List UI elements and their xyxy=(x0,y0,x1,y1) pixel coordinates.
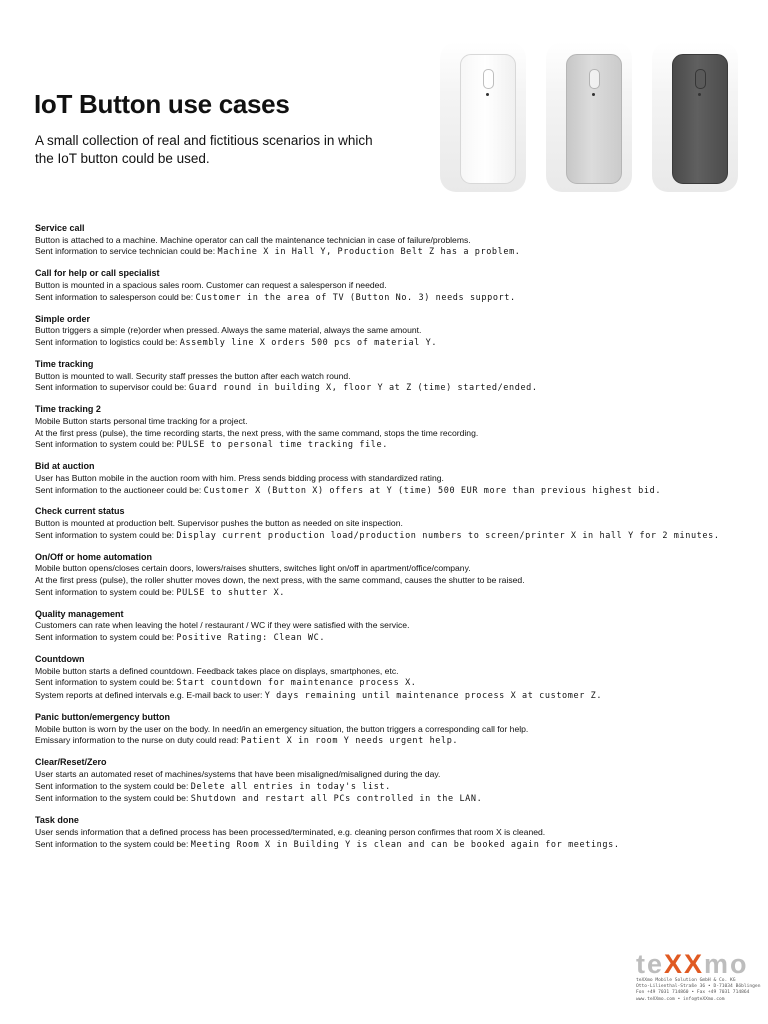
sent-message-code: PULSE to personal time tracking file. xyxy=(176,440,388,451)
sent-message-code: Guard round in building X, floor Y at Z (time) started/ended. xyxy=(188,383,538,394)
description-line xyxy=(35,235,735,247)
sent-message-code: Display current production load/production numbers to screen/printer X in hall Y for 2 minutes. xyxy=(176,530,720,541)
description-line xyxy=(35,518,735,530)
sent-information-line xyxy=(35,793,735,806)
description-line xyxy=(35,620,735,632)
line-text: Mobile Button starts personal time tracking for a project. xyxy=(35,415,248,426)
sent-message-code: Customer in the area of TV (Button No. 3) needs support. xyxy=(195,292,516,303)
use-case-title: Bid at auction xyxy=(35,461,95,472)
iot-button-dark-grey xyxy=(672,54,728,184)
button-led-icon xyxy=(589,69,600,89)
sent-message-code: Start countdown for maintenance process X. xyxy=(176,678,417,689)
iot-button-light-grey xyxy=(566,54,622,184)
description-line xyxy=(35,371,735,383)
use-case xyxy=(35,757,735,806)
description-line xyxy=(35,428,735,440)
line-text: Sent information to the system could be: xyxy=(35,793,191,804)
line-text: Button is mounted in a spacious sales room. Customer can request a salesperson if needed. xyxy=(35,280,387,290)
line-text: Button is mounted at production belt. Supervisor pushes the button as needed on site inspection. xyxy=(35,518,403,529)
use-case-title: Quality management xyxy=(35,608,124,619)
line-text: Sent information to the system could be: xyxy=(35,780,191,791)
sent-information-line xyxy=(35,781,735,794)
use-case-title: Time tracking xyxy=(35,358,94,369)
use-case xyxy=(35,314,735,350)
use-case xyxy=(35,815,735,851)
line-text: At the first press (pulse), the roller shutter moves down, the next press, with the same command, causes the shutter to be raised. xyxy=(35,575,525,586)
logo-address-line: www.teXXmo.com • info@teXXmo.com xyxy=(636,996,725,1002)
line-text: Sent information to logistics could be: xyxy=(35,337,180,347)
use-case-title: Time tracking 2 xyxy=(35,404,101,415)
use-case xyxy=(35,359,735,395)
line-text: Sent information to salesperson could be: xyxy=(35,291,196,302)
sent-message-code: Positive Rating: Clean WC. xyxy=(176,633,326,644)
sent-message-code: Customer X (Button X) offers at Y (time) 500 EUR more than previous highest bid. xyxy=(203,485,662,496)
use-case xyxy=(35,223,735,259)
line-text: Sent information to system could be: xyxy=(35,632,177,643)
line-text: User has Button mobile in the auction room with him. Press sends bidding process with standardized rating. xyxy=(35,472,444,483)
sent-information-line xyxy=(35,246,735,259)
button-dot-icon xyxy=(698,93,701,96)
use-case xyxy=(35,461,735,497)
description-line xyxy=(35,769,735,781)
sent-information-line xyxy=(35,677,735,690)
line-text: At the first press (pulse), the time recording starts, the next press, with the same command, stops the time recording. xyxy=(35,427,479,438)
line-text: Button is attached to a machine. Machine operator can call the maintenance technician in case of failure/problems. xyxy=(35,234,471,245)
use-case-title: Task done xyxy=(35,815,79,826)
logo-address-line: teXXmo Mobile Solution GmbH & Co. KG xyxy=(636,978,736,983)
iot-button-devices-image xyxy=(440,40,740,210)
line-text: Sent information to system could be: xyxy=(35,677,177,688)
sent-information-line xyxy=(35,337,735,350)
line-text: Sent information to system could be: xyxy=(35,439,177,450)
sent-message-code: Machine X in Hall Y, Production Belt Z has a problem. xyxy=(217,247,521,258)
sent-information-line xyxy=(35,839,735,852)
logo-wordmark: teXXmo xyxy=(636,949,749,979)
line-text: System reports at defined intervals e.g. E-mail back to user: xyxy=(35,690,265,701)
sent-message-code: Shutdown and restart all PCs controlled in the LAN. xyxy=(190,794,483,805)
sent-information-line xyxy=(35,530,735,543)
sent-information-line xyxy=(35,587,735,600)
line-text: Sent information to supervisor could be: xyxy=(35,382,189,393)
line-text: Sent information to the auctioneer could be: xyxy=(35,484,204,495)
page-subtitle: A small collection of real and fictitious scenarios in which the IoT button could be used. xyxy=(35,133,373,166)
use-case xyxy=(35,654,735,703)
sent-information-line xyxy=(35,632,735,645)
use-case-title: Countdown xyxy=(35,654,85,665)
use-case-title: Call for help or call specialist xyxy=(35,268,160,279)
logo-address-line: Otto-Lilienthal-Straße 36 • D-71034 Böblingen xyxy=(636,984,761,990)
use-case-list xyxy=(35,223,735,861)
page-title: IoT Button use cases xyxy=(34,89,290,119)
sent-message-code: Patient X in room Y needs urgent help. xyxy=(240,736,459,747)
description-line xyxy=(35,724,735,736)
button-led-icon xyxy=(695,69,706,89)
use-case xyxy=(35,712,735,748)
line-text: Mobile button opens/closes certain doors, lowers/raises shutters, switches light on/off in apartment/office/company. xyxy=(35,563,471,574)
description-line xyxy=(35,575,735,587)
sent-message-code: Meeting Room X in Building Y is clean and can be booked again for meetings. xyxy=(190,839,620,850)
description-line xyxy=(35,827,735,839)
sent-information-line xyxy=(35,485,735,498)
use-case-title: Service call xyxy=(35,223,85,233)
line-text: Emissary information to the nurse on duty could read: xyxy=(35,735,241,746)
sent-message-code: Assembly line X orders 500 pcs of material Y. xyxy=(179,338,438,348)
iot-button-white xyxy=(460,54,516,184)
line-text: Button triggers a simple (re)order when pressed. Always the same material, always the same amount. xyxy=(35,325,422,336)
sent-information-line xyxy=(35,690,735,703)
description-line xyxy=(35,473,735,485)
sent-information-line xyxy=(35,292,735,305)
use-case-title: On/Off or home automation xyxy=(35,551,152,562)
description-line xyxy=(35,563,735,575)
sent-information-line xyxy=(35,735,735,748)
description-line xyxy=(35,280,735,292)
use-case-title: Clear/Reset/Zero xyxy=(35,757,107,768)
use-case-title: Panic button/emergency button xyxy=(35,712,171,723)
use-case-title: Simple order xyxy=(35,313,91,324)
sent-information-line xyxy=(35,382,735,395)
sent-information-line xyxy=(35,439,735,452)
line-text: Sent information to service technician could be: xyxy=(35,246,218,257)
line-text: Mobile button starts a defined countdown. Feedback takes place on displays, smartphones, etc. xyxy=(35,665,399,676)
line-text: Mobile button is worn by the user on the body. In need/in an emergency situation, the button triggers a corresponding call for help. xyxy=(35,723,529,734)
button-led-icon xyxy=(483,69,494,89)
line-text: Sent information to system could be: xyxy=(35,586,177,597)
use-case xyxy=(35,552,735,600)
description-line xyxy=(35,666,735,678)
button-dot-icon xyxy=(592,93,595,96)
sent-message-code: PULSE to shutter X. xyxy=(176,587,286,598)
line-text: Sent information to the system could be: xyxy=(35,838,191,849)
sent-message-code: Y days remaining until maintenance process X at customer Z. xyxy=(264,691,603,702)
line-text: User sends information that a defined process has been processed/terminated, e.g. cleaning person confirmes that room X is cleaned. xyxy=(35,827,546,838)
use-case xyxy=(35,609,735,645)
line-text: Customers can rate when leaving the hotel / restaurant / WC if they were satisfied with the service. xyxy=(35,620,410,631)
sent-message-code: Delete all entries in today's list. xyxy=(190,781,391,792)
button-dot-icon xyxy=(486,93,489,96)
texxmo-logo xyxy=(636,949,761,1003)
use-case-title: Check current status xyxy=(35,506,125,517)
line-text: Sent information to system could be: xyxy=(35,529,177,540)
use-case xyxy=(35,506,735,542)
use-case xyxy=(35,268,735,304)
logo-address-line: Fon +49 7031 714860 • Fax +49 7031 714864 xyxy=(636,990,750,996)
line-text: User starts an automated reset of machines/systems that have been misaligned/misaligned during the day. xyxy=(35,769,441,780)
description-line xyxy=(35,416,735,428)
use-case xyxy=(35,404,735,452)
description-line xyxy=(35,325,735,337)
line-text: Button is mounted to wall. Security staff presses the button after each watch round. xyxy=(35,370,351,381)
